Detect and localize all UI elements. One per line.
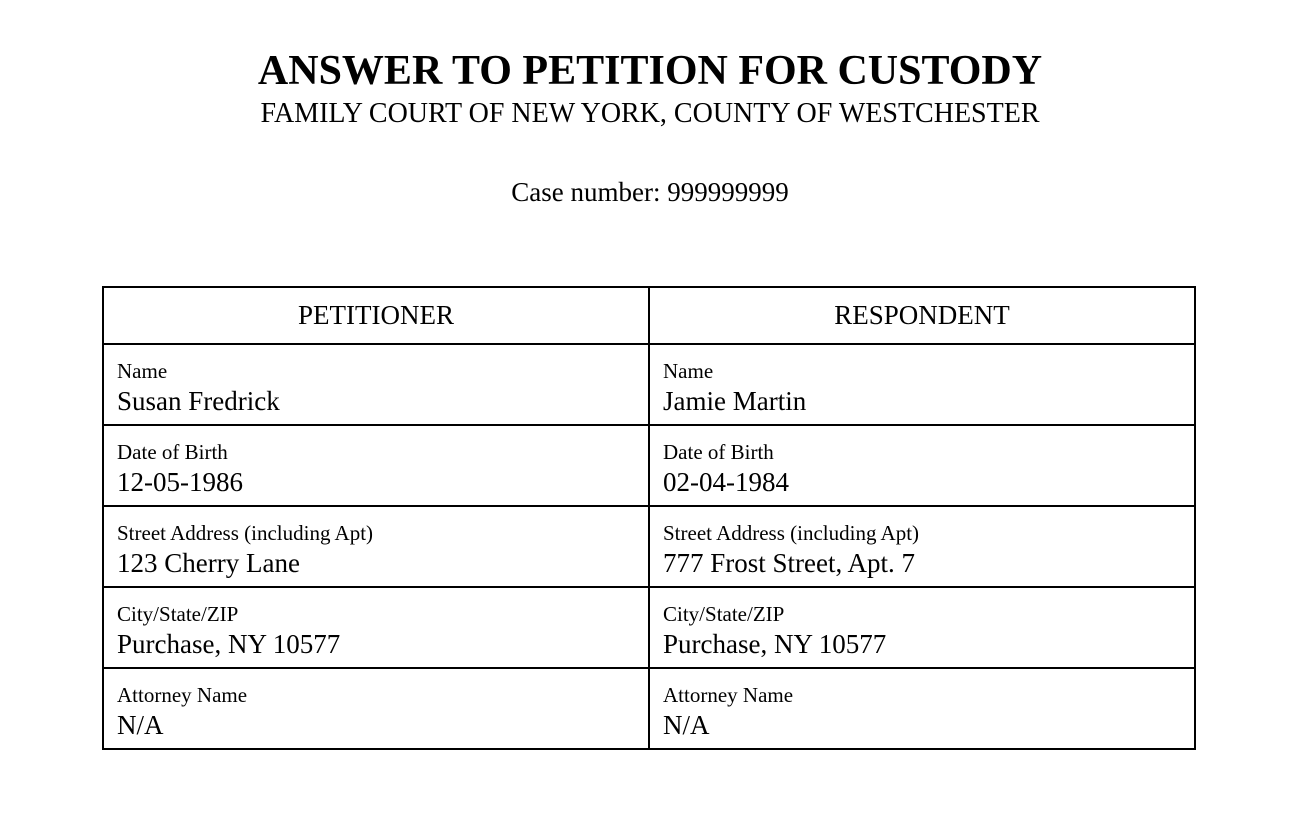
document-header bbox=[0, 47, 1300, 130]
field-value: N/A bbox=[663, 710, 710, 740]
respondent-dob-cell bbox=[649, 425, 1195, 506]
field-value: N/A bbox=[117, 710, 164, 740]
field-label: Date of Birth bbox=[117, 440, 228, 464]
table-row bbox=[103, 587, 1195, 668]
field-label: City/State/ZIP bbox=[663, 602, 785, 626]
field-value: 12-05-1986 bbox=[117, 467, 243, 497]
court-name: FAMILY COURT OF NEW YORK, COUNTY OF WESTCHESTER bbox=[260, 98, 1040, 129]
table-header-row bbox=[103, 287, 1195, 344]
petitioner-city-cell bbox=[103, 587, 649, 668]
field-label: Date of Birth bbox=[663, 440, 774, 464]
field-label: Attorney Name bbox=[117, 683, 248, 707]
field-value: 02-04-1984 bbox=[663, 467, 789, 497]
field-value: 123 Cherry Lane bbox=[117, 548, 300, 578]
document-title: ANSWER TO PETITION FOR CUSTODY bbox=[257, 48, 1043, 94]
petitioner-attorney-cell bbox=[103, 668, 649, 749]
field-value: 777 Frost Street, Apt. 7 bbox=[663, 548, 916, 578]
field-value: Jamie Martin bbox=[663, 386, 807, 416]
table-row bbox=[103, 344, 1195, 425]
field-value: Purchase, NY 10577 bbox=[663, 629, 887, 659]
table-row bbox=[103, 506, 1195, 587]
case-number: Case number: 999999999 bbox=[511, 177, 789, 207]
respondent-name-cell bbox=[649, 344, 1195, 425]
table-row bbox=[103, 425, 1195, 506]
field-value: Purchase, NY 10577 bbox=[117, 629, 341, 659]
petitioner-dob-cell bbox=[103, 425, 649, 506]
petitioner-header: PETITIONER bbox=[103, 287, 649, 344]
field-value: Susan Fredrick bbox=[117, 386, 280, 416]
field-label: City/State/ZIP bbox=[117, 602, 239, 626]
respondent-city-cell bbox=[649, 587, 1195, 668]
respondent-attorney-cell bbox=[649, 668, 1195, 749]
petitioner-name-cell bbox=[103, 344, 649, 425]
field-label: Street Address (including Apt) bbox=[663, 521, 920, 545]
parties-table bbox=[102, 286, 1196, 750]
field-label: Attorney Name bbox=[663, 683, 794, 707]
table-row bbox=[103, 668, 1195, 749]
respondent-header: RESPONDENT bbox=[649, 287, 1195, 344]
field-label: Street Address (including Apt) bbox=[117, 521, 374, 545]
petitioner-street-cell bbox=[103, 506, 649, 587]
respondent-street-cell bbox=[649, 506, 1195, 587]
field-label: Name bbox=[117, 359, 168, 383]
field-label: Name bbox=[663, 359, 714, 383]
